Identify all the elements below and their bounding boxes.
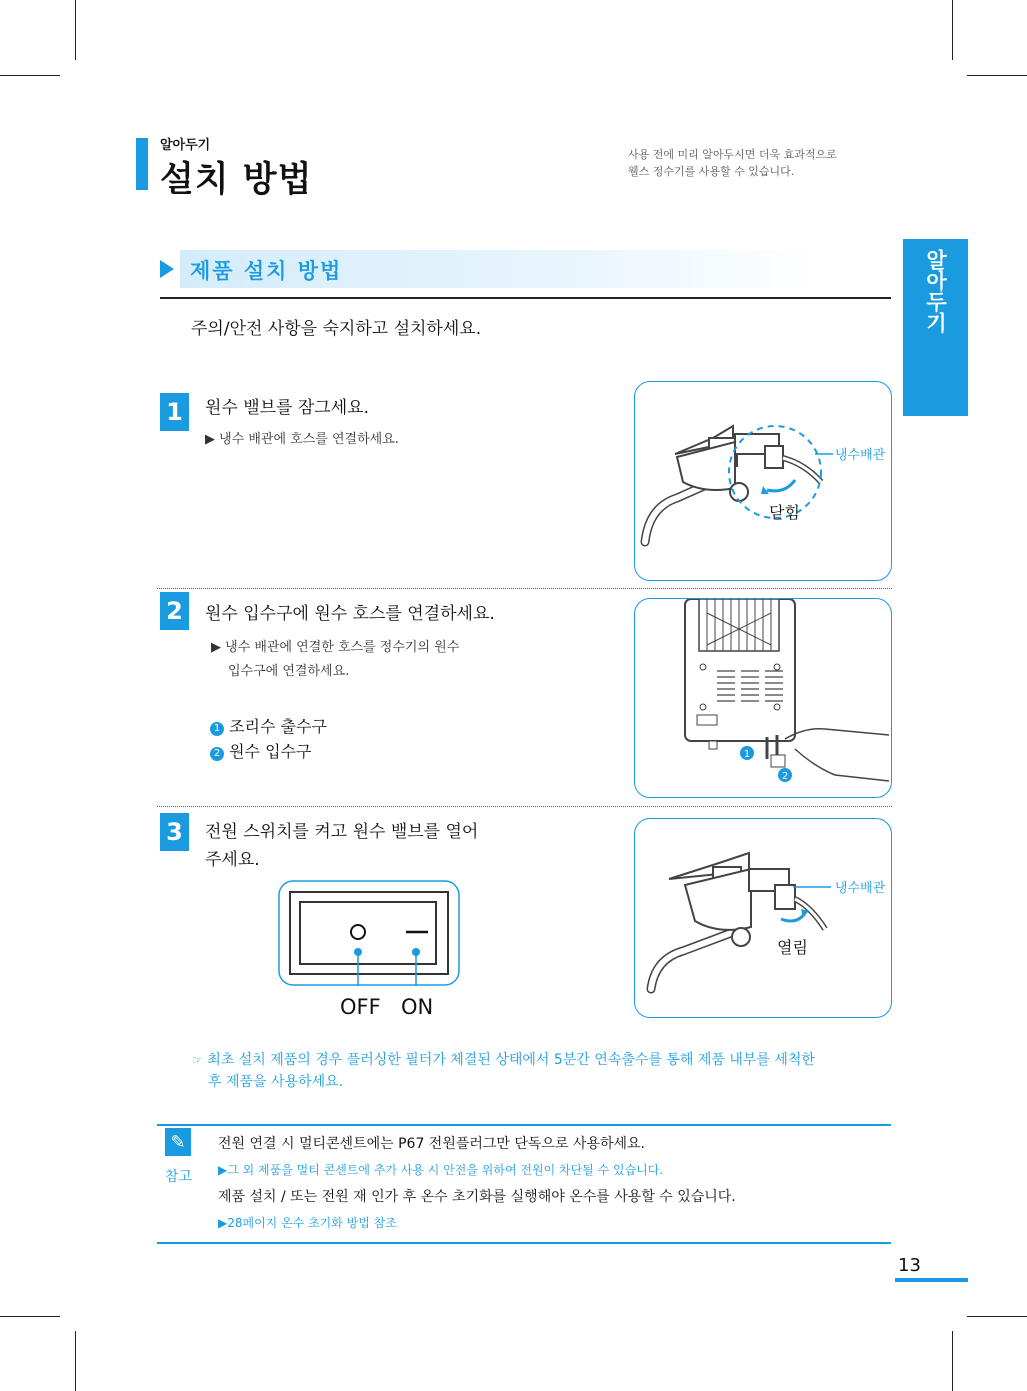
crop-mark [75,0,76,60]
step-2-text: 원수 입수구에 원수 호스를 연결하세요. [205,604,495,624]
reference-line: 전원 연결 시 멀티콘센트에는 P67 전원플러그만 단독으로 사용하세요. [218,1136,646,1152]
triangle-arrow-icon [160,260,174,278]
step-3-text-line: 주세요. [205,850,260,870]
crop-mark [0,1316,60,1317]
step-1-text: 원수 밸브를 잠그세요. [205,398,370,418]
flushing-note [192,1049,892,1093]
crop-mark [75,1331,76,1391]
power-switch-illustration [278,880,460,986]
reference-label: 참고 [165,1169,193,1185]
svg-text:1: 1 [743,749,751,760]
switch-off-label: OFF [340,995,381,1019]
section-intro: 주의/안전 사항을 숙지하고 설치하세요. [191,319,482,339]
side-tab[interactable] [903,239,968,416]
number-badge: 2 [210,747,224,761]
page-number-bar [895,1278,968,1282]
list-item [210,739,327,764]
list-item [210,714,327,739]
reference-line: ▶28페이지 온수 초기화 방법 참조 [218,1216,397,1230]
number-badge: 1 [210,722,224,736]
svg-text:2: 2 [781,771,789,782]
step-1-number: 1 [160,393,189,431]
step-1-subtext: ▶ 냉수 배관에 호스를 연결하세요. [205,432,399,447]
closed-label: 닫힘 [769,503,800,522]
pointing-hand-icon: ☞ [192,1053,203,1067]
crop-mark [952,1331,953,1391]
step-2-subtext [211,636,459,684]
switch-on-label: ON [401,995,434,1019]
step-divider [157,588,892,589]
section-title: 제품 설치 방법 [190,259,343,283]
cold-pipe-label: 냉수배관 [835,448,886,463]
faucet-closed-illustration [634,381,892,581]
purifier-back-svg [635,599,891,797]
title-accent-bar [136,138,148,190]
crop-mark [952,0,953,60]
crop-mark [967,75,1027,76]
reference-bottom-rule [157,1242,891,1244]
section-rule [160,297,891,299]
power-switch-svg [278,880,460,986]
header-description [628,146,837,180]
header-desc-line: 웰스 정수기를 사용할 수 있습니다. [628,165,795,178]
note-line: 후 제품을 사용하세요. [208,1074,344,1090]
step-2-items [210,714,327,764]
faucet-open-svg [635,819,891,1017]
crop-mark [0,75,60,76]
item-label: 조리수 출수구 [229,717,327,736]
category-label: 알아두기 [160,138,211,153]
cold-pipe-label: 냉수배관 [835,881,886,896]
faucet-closed-svg [635,382,891,580]
crop-mark [967,1316,1027,1317]
faucet-open-illustration [634,818,892,1018]
side-tab-label: 알아두기 [923,249,948,333]
note-text: 최초 설치 제품의 경우 플러싱한 필터가 체결된 상태에서 5분간 연속출수를 통해 제품 내부를 세척한 [207,1052,815,1068]
page-number: 13 [898,1255,921,1276]
pencil-icon: ✎ [165,1128,191,1156]
page-title: 설치 방법 [160,160,313,200]
step-3-text-line: 전원 스위치를 켜고 원수 밸브를 열어 [205,822,479,842]
reference-line: 제품 설치 / 또는 전원 재 인가 후 온수 초기화를 실행해야 온수를 사용할 수 있습니다. [218,1189,736,1205]
header-desc-line: 사용 전에 미리 알아두시면 더욱 효과적으로 [628,148,837,161]
note-line [192,1049,892,1071]
reference-line: ▶그 외 제품을 멀티 콘센트에 추가 사용 시 안전을 위하여 전원이 차단될 수 있습니다. [218,1163,664,1177]
step-3-number: 3 [160,813,189,851]
step-2-subtext-line: ▶ 냉수 배관에 연결한 호스를 정수기의 원수 [211,640,460,655]
item-label: 원수 입수구 [229,742,312,761]
step-2-subtext-line: 입수구에 연결하세요. [228,664,350,679]
step-3-text [205,818,478,874]
open-label: 열림 [777,938,808,957]
step-divider [157,806,892,807]
step-2-number: 2 [160,592,189,630]
reference-top-rule [157,1124,891,1126]
purifier-back-illustration [634,598,892,798]
